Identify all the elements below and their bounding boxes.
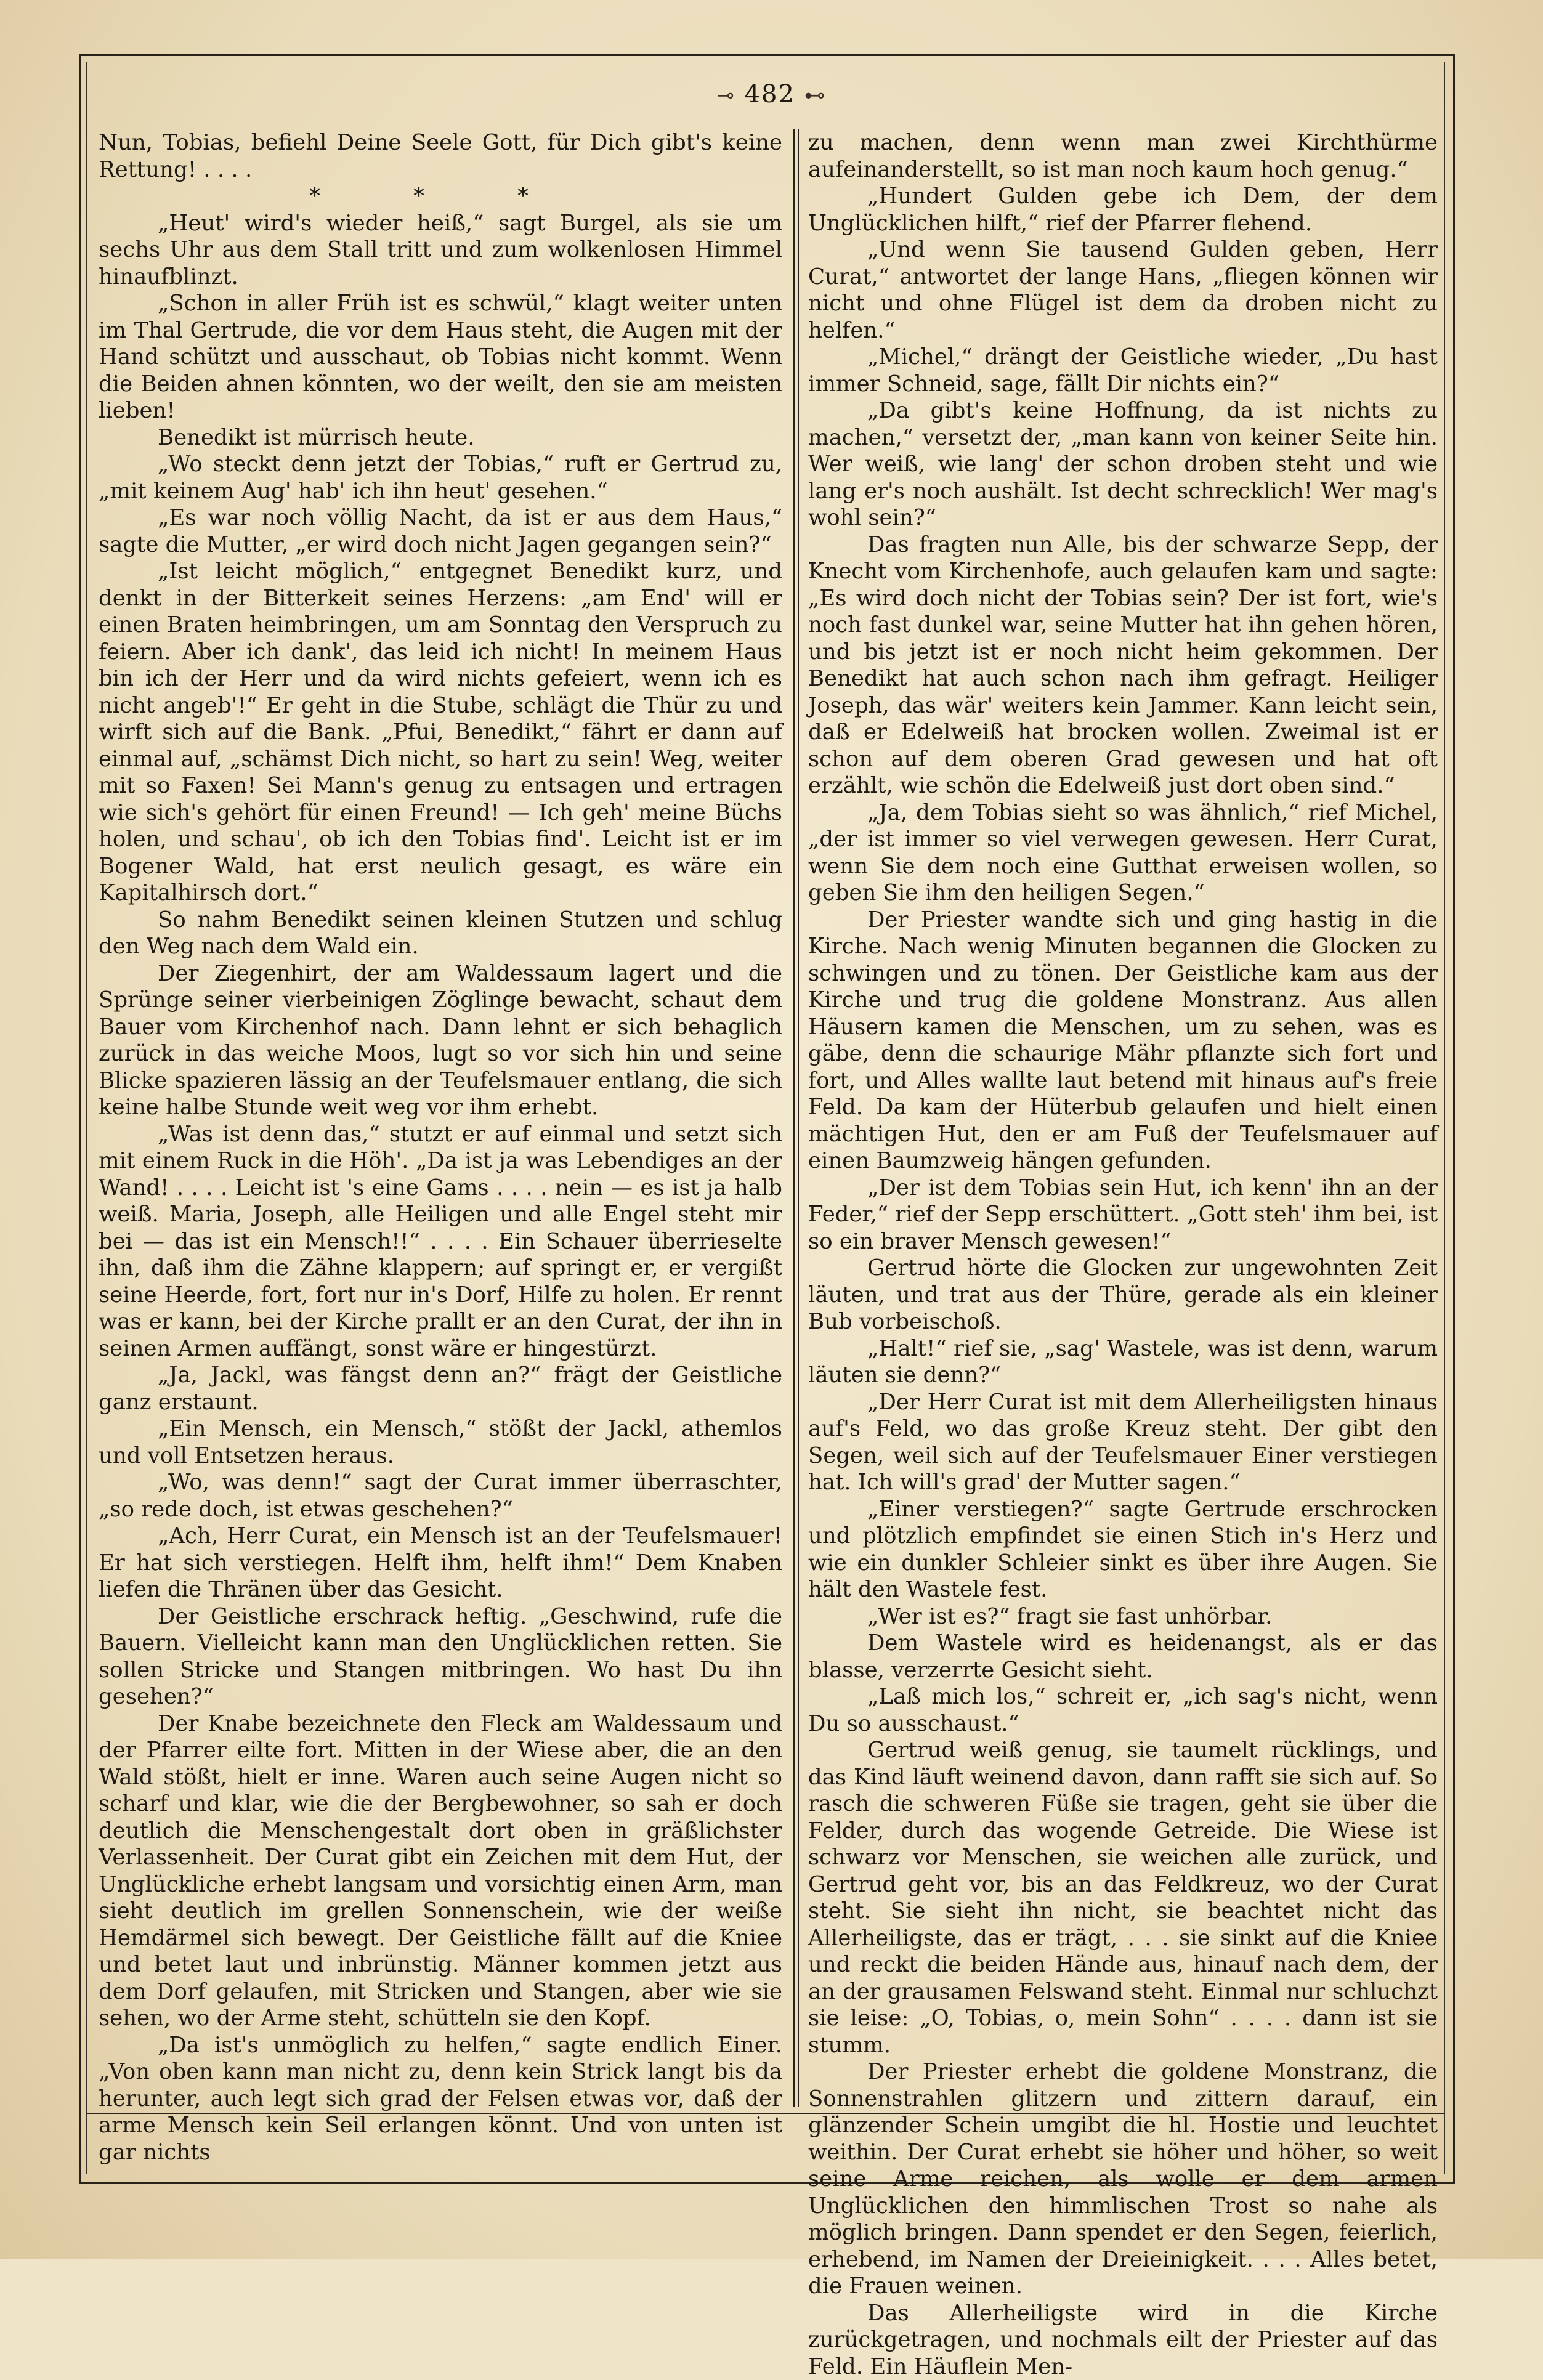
page-number: 482: [745, 80, 795, 108]
column-divider: [793, 129, 795, 2107]
page-number-header: [0, 80, 1543, 108]
paragraph: So nahm Benedikt seinen kleinen Stutzen und schlug den Weg nach dem Wald ein.: [99, 907, 782, 960]
paragraph: „Michel,“ drängt der Geistliche wieder, „Du hast immer Schneid, sage, fällt Dir nichts ein?“: [808, 344, 1438, 397]
paragraph: „Wo, was denn!“ sagt der Curat immer überraschter, „so rede doch, ist etwas geschehen?“: [99, 1469, 782, 1523]
paragraph: „Ist leicht möglich,“ entgegnet Benedikt kurz, und denkt in der Bitterkeit seines Herzens: „am End' will er einen Braten heimbringen, um am Sonntag den Verspruch zu feiern. Aber ich dank', das leid ich nicht! In meinem Haus bin ich der Herr und da wird nichts gefeiert, wenn ich es nicht angeb'!“ Er geht in die Stube, schlägt die Thür zu und wirft sich auf die Bank. „Pfui, Benedikt,“ fährt er dann auf einmal auf, „schämst Dich nicht, so hart zu sein! Weg, weiter mit so Faxen! Sei Mann's genug zu entsagen und ertragen wie sich's gehört für einen Freund! — Ich geh' meine Büchs holen, und schau', ob ich den Tobias find'. Leicht ist er im Bogener Wald, hat erst neulich gesagt, es wäre ein Kapitalhirsch dort.“: [99, 558, 782, 907]
paragraph: „Der Herr Curat ist mit dem Allerheiligsten hinaus auf's Feld, wo das große Kreuz steht. Der gibt den Segen, weil sich auf der Teufelsmauer Einer verstiegen hat. Ich will's grad' der Mutter sagen.“: [808, 1389, 1438, 1496]
paragraph: Der Priester wandte sich und ging hastig in die Kirche. Nach wenig Minuten begannen die Glocken zu schwingen und zu tönen. Der Geistliche kam aus der Kirche und trug die goldene Monstranz. Aus allen Häusern kamen die Menschen, um zu sehen, was es gäbe, denn die schaurige Mähr pflanzte sich fort und fort, und Alles wallte laut betend mit hinaus auf's freie Feld. Da kam der Hüterbub gelaufen und hielt einen mächtigen Hut, den er am Fuß der Teufelsmauer auf einen Baumzweig hängen gefunden.: [808, 907, 1438, 1175]
paragraph: Der Ziegenhirt, der am Waldessaum lagert und die Sprünge seiner vierbeinigen Zöglinge bewacht, schaut dem Bauer vom Kirchenhof nach. Dann lehnt er sich behaglich zurück in das weiche Moos, lugt so vor sich hin und seine Blicke spazieren lässig an der Teufelsmauer entlang, die sich keine halbe Stunde weit weg vor ihm erhebt.: [99, 960, 782, 1121]
paragraph: zu machen, denn wenn man zwei Kirchthürme aufeinanderstellt, so ist man noch kaum hoch genug.“: [808, 129, 1438, 183]
paragraph: „Halt!“ rief sie, „sag' Wastele, was ist denn, warum läuten sie denn?“: [808, 1335, 1438, 1389]
paragraph: Der Priester erhebt die goldene Monstranz, die Sonnenstrahlen glitzern und zittern darauf, ein glänzender Schein umgibt die hl. Hostie und leuchtet weithin. Der Curat erhebt sie höher und höher, so weit seine Arme reichen, als wolle er dem armen Unglücklichen den himmlischen Trost so nahe als möglich bringen. Dann spendet er den Segen, feierlich, erhebend, im Namen der Dreieinigkeit. . . . Alles betet, die Frauen weinen.: [808, 2058, 1438, 2300]
paragraph: „Der ist dem Tobias sein Hut, ich kenn' ihn an der Feder,“ rief der Sepp erschüttert. „Gott steh' ihm bei, ist so ein braver Mensch gewesen!“: [808, 1175, 1438, 1255]
paragraph: „Ja, dem Tobias sieht so was ähnlich,“ rief Michel, „der ist immer so viel verwegen gewesen. Herr Curat, wenn Sie dem noch eine Gutthat erweisen wollen, so geben Sie ihm den heiligen Segen.“: [808, 799, 1438, 907]
paragraph: „Schon in aller Früh ist es schwül,“ klagt weiter unten im Thal Gertrude, die vor dem Haus steht, die Augen mit der Hand schützt und ausschaut, ob Tobias nicht kommt. Wenn die Beiden ahnen könnten, wo der weilt, den sie am meisten lieben!: [99, 290, 782, 424]
paragraph: „Laß mich los,“ schreit er, „ich sag's nicht, wenn Du so ausschaust.“: [808, 1683, 1438, 1737]
paragraph: Nun, Tobias, befiehl Deine Seele Gott, für Dich gibt's keine Rettung! . . . .: [99, 129, 782, 183]
paragraph: „Wer ist es?“ fragt sie fast unhörbar.: [808, 1603, 1438, 1630]
left-column: [99, 129, 782, 2107]
paragraph: „Ja, Jackl, was fängst denn an?“ frägt der Geistliche ganz erstaunt.: [99, 1362, 782, 1415]
paragraph: Dem Wastele wird es heidenangst, als er das blasse, verzerrte Gesicht sieht.: [808, 1630, 1438, 1683]
paragraph: „Was ist denn das,“ stutzt er auf einmal und setzt sich mit einem Ruck in die Höh'. „Da ist ja was Lebendiges an der Wand! . . . . Leicht ist 's eine Gams . . . . nein — es ist ja halb weiß. Maria, Joseph, alle Heiligen und alle Engel steht mir bei — das ist ein Mensch!!“ . . . . Ein Schauer überrieselte ihn, daß ihm die Zähne klappern; auf springt er, er vergißt seine Heerde, fort, fort nur in's Dorf, Hilfe zu holen. Er rennt was er kann, bei der Kirche prallt er an den Curat, der ihn in seinen Armen auffängt, sonst wäre er hingestürzt.: [99, 1121, 782, 1362]
paragraph: „Es war noch völlig Nacht, da ist er aus dem Haus,“ sagte die Mutter, „er wird doch nicht Jagen gegangen sein?“: [99, 504, 782, 558]
paragraph: Der Knabe bezeichnete den Fleck am Waldessaum und der Pfarrer eilte fort. Mitten in der Wiese aber, die an den Wald stößt, hielt er inne. Waren auch seine Augen nicht so scharf und klar, wie die der Bergbewohner, so sah er doch deutlich die Menschengestalt dort oben in gräßlichster Verlassenheit. Der Curat gibt ein Zeichen mit dem Hut, der Unglückliche erhebt langsam und vorsichtig einen Arm, man sieht deutlich im grellen Sonnenschein, wie der weiße Hemdärmel sich bewegt. Der Geistliche fällt auf die Kniee und betet laut und inbrünstig. Männer kommen jetzt aus dem Dorf gelaufen, mit Stricken und Stangen, aber wie sie sehen, wo der Arme steht, schütteln sie den Kopf.: [99, 1710, 782, 2032]
paragraph: „Da gibt's keine Hoffnung, da ist nichts zu machen,“ versetzt der, „man kann von keiner Seite hin. Wer weiß, wie lang' der schon droben steht und wie lang er's noch aushält. Ist decht schrecklich! Wer mag's wohl sein?“: [808, 397, 1438, 532]
right-column: [808, 129, 1438, 2107]
column-divider-thin: [798, 129, 799, 2107]
paragraph: „Ein Mensch, ein Mensch,“ stößt der Jackl, athemlos und voll Entsetzen heraus.: [99, 1415, 782, 1469]
paragraph: Gertrud weiß genug, sie taumelt rücklings, und das Kind läuft weinend davon, dann rafft sie sich auf. So rasch die schweren Füße sie tragen, geht sie über die Felder, durch das wogende Getreide. Die Wiese ist schwarz vor Menschen, sie weichen alle zurück, und Gertrud geht vor, bis an das Feldkreuz, wo der Curat steht. Sie sieht ihn nicht, sie beachtet nicht das Allerheiligste, das er trägt, . . . sie sinkt auf die Kniee und reckt die beiden Hände aus, hinauf nach dem, der an der grausamen Felswand steht. Einmal nur schluchzt sie leise: „O, Tobias, o, mein Sohn“ . . . . dann ist sie stumm.: [808, 1737, 1438, 2058]
paragraph: „Ach, Herr Curat, ein Mensch ist an der Teufelsmauer! Er hat sich verstiegen. Helft ihm, helft ihm!“ Dem Knaben liefen die Thränen über das Gesicht.: [99, 1523, 782, 1603]
paragraph: „Wo steckt denn jetzt der Tobias,“ ruft er Gertrud zu, „mit keinem Aug' hab' ich ihn heut' gesehen.“: [99, 451, 782, 504]
paragraph: „Da ist's unmöglich zu helfen,“ sagte endlich Einer. „Von oben kann man nicht zu, denn kein Strick langt bis da herunter, auch legt sich grad der Felsen etwas vor, daß der arme Mensch kein Seil erlangen könnt. Und von unten ist gar nichts: [99, 2032, 782, 2166]
section-break: * * *: [99, 183, 782, 210]
paragraph: „Einer verstiegen?“ sagte Gertrude erschrocken und plötzlich empfindet sie einen Stich in's Herz und wie ein dunkler Schleier sinkt es über ihre Augen. Sie hält den Wastele fest.: [808, 1496, 1438, 1603]
paragraph: Benedikt ist mürrisch heute.: [99, 424, 782, 451]
paragraph: Gertrud hörte die Glocken zur ungewohnten Zeit läuten, und trat aus der Thüre, gerade als ein kleiner Bub vorbeischoß.: [808, 1255, 1438, 1335]
paragraph: „Hundert Gulden gebe ich Dem, der dem Unglücklichen hilft,“ rief der Pfarrer flehend.: [808, 183, 1438, 237]
paragraph: Das fragten nun Alle, bis der schwarze Sepp, der Knecht vom Kirchenhofe, auch gelaufen kam und sagte: „Es wird doch nicht der Tobias sein? Der ist fort, wie's noch fast dunkel war, seine Mutter hat ihn gehen hören, und bis jetzt ist er noch nicht heim gekommen. Der Benedikt hat auch schon nach ihm gefragt. Heiliger Joseph, das wär' weiters kein Jammer. Kann leicht sein, daß er Edelweiß hat brocken wollen. Zweimal ist er schon auf dem oberen Grad gewesen und hat oft erzählt, wie schön die Edelweiß just dort oben sind.“: [808, 532, 1438, 799]
paragraph: Das Allerheiligste wird in die Kirche zurückgetragen, und nochmals eilt der Priester auf das Feld. Ein Häuflein Men-: [808, 2300, 1438, 2380]
paragraph: Der Geistliche erschrack heftig. „Geschwind, rufe die Bauern. Vielleicht kann man den Unglücklichen retten. Sie sollen Stricke und Stangen mitbringen. Wo hast Du ihn gesehen?“: [99, 1603, 782, 1710]
paragraph: „Und wenn Sie tausend Gulden geben, Herr Curat,“ antwortet der lange Hans, „fliegen können wir nicht und ohne Flügel ist dem da droben nicht zu helfen.“: [808, 237, 1438, 344]
ornament-left-icon: ⊸: [716, 83, 735, 108]
ornament-right-icon: ⊷: [804, 83, 827, 108]
paragraph: „Heut' wird's wieder heiß,“ sagt Burgel, als sie um sechs Uhr aus dem Stall tritt und zum wolkenlosen Himmel hinaufblinzt.: [99, 210, 782, 291]
